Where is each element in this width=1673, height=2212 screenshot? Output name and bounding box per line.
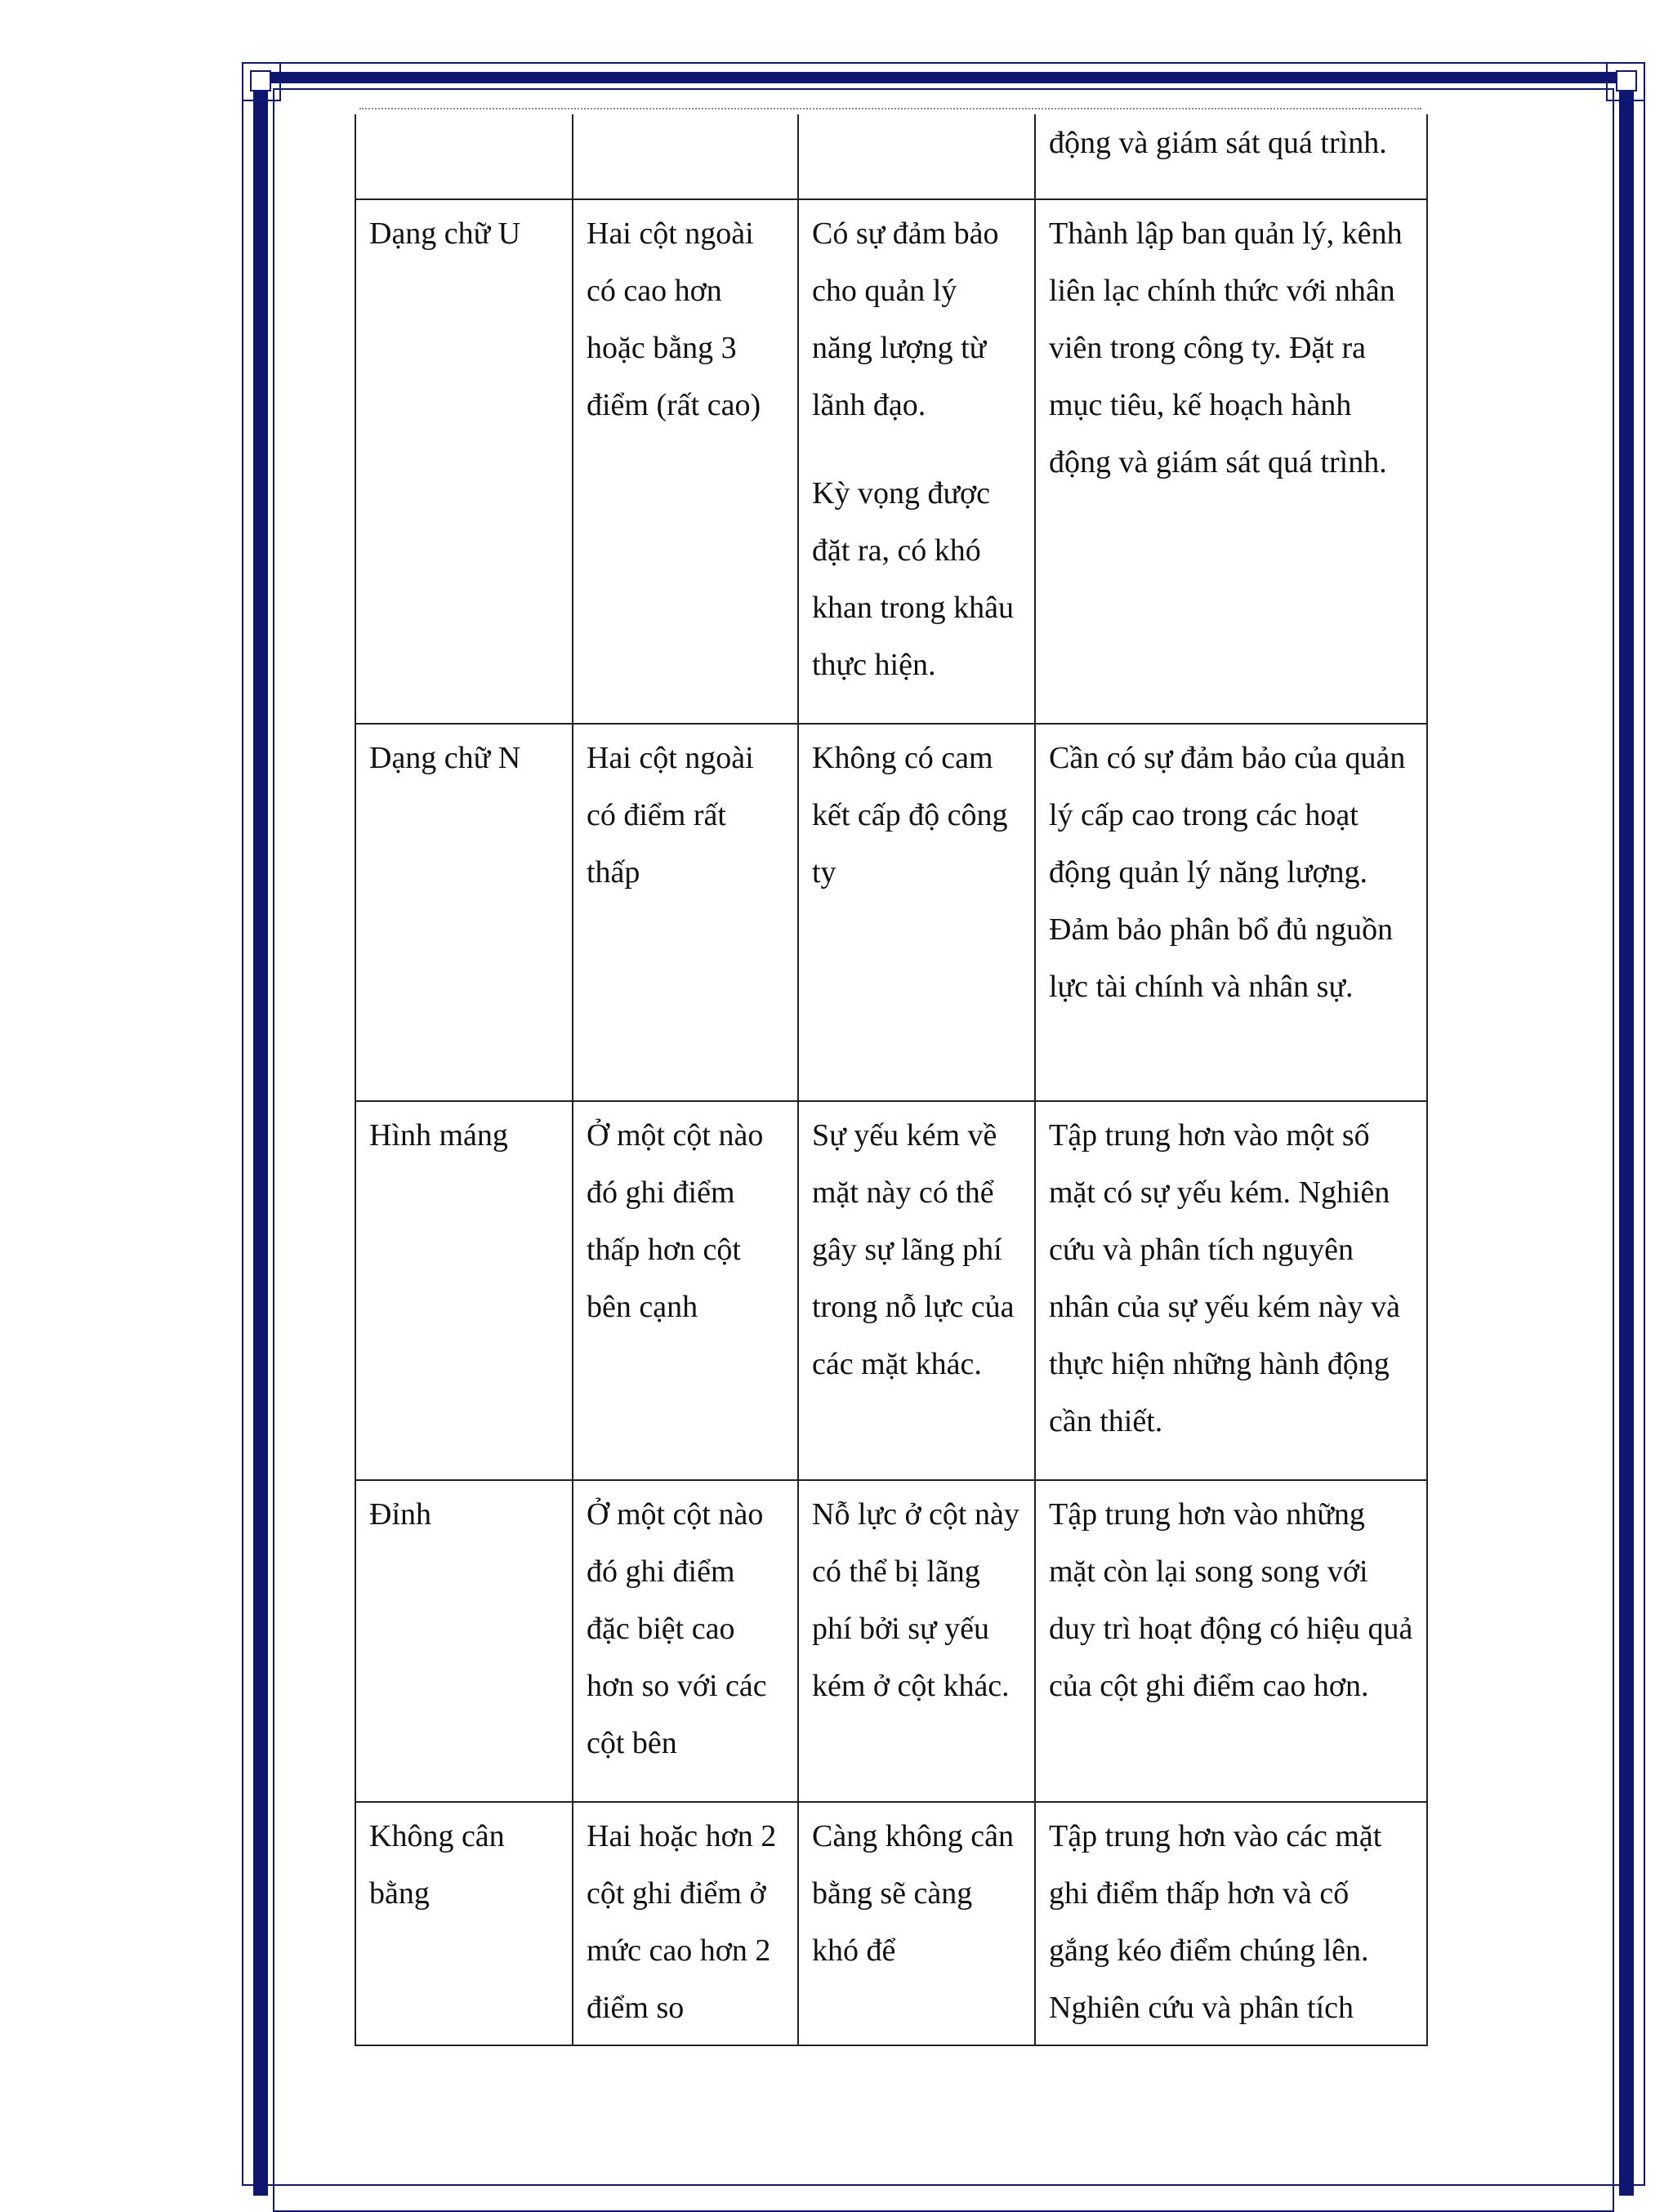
table-cell-shape: Không cân bằng: [355, 1802, 573, 2045]
table-cell-description: Ở một cột nào đó ghi điểm thấp hơn cột bên cạnh: [573, 1101, 798, 1480]
border-corner-inner-top-left: [250, 70, 271, 91]
table-cell-paragraph: Kỳ vọng được đặt ra, có khó khan trong khâu thực hiện.: [812, 476, 1014, 682]
top-dotted-rule: [359, 108, 1421, 113]
analysis-table: [355, 114, 1428, 2046]
table-cell-paragraph: Có sự đảm bảo cho quản lý năng lượng từ lãnh đạo.: [812, 216, 999, 422]
table-cell: [573, 114, 798, 199]
table-cell-description: Ở một cột nào đó ghi điểm đặc biệt cao hơn so với các cột bên: [573, 1480, 798, 1802]
table-cell-shape: Đỉnh: [355, 1480, 573, 1802]
table-row-continued: [355, 114, 1427, 199]
table-cell-action: Tập trung hơn vào các mặt ghi điểm thấp hơn và cố gắng kéo điểm chúng lên. Nghiên cứu và phân tích: [1035, 1802, 1427, 2045]
table-cell-action: Tập trung hơn vào những mặt còn lại song song với duy trì hoạt động có hiệu quả của cột ghi điểm cao hơn.: [1035, 1480, 1427, 1802]
table-cell-shape: Hình máng: [355, 1101, 573, 1480]
table-row-khong-can-bang: [355, 1802, 1427, 2045]
table-cell-shape: Dạng chữ U: [355, 199, 573, 724]
table-row-hinh-mang: [355, 1101, 1427, 1480]
table-cell-meaning: Càng không cân bằng sẽ càng khó để: [798, 1802, 1035, 2045]
table-cell-description: Hai hoặc hơn 2 cột ghi điểm ở mức cao hơn 2 điểm so: [573, 1802, 798, 2045]
table-cell-shape: Dạng chữ N: [355, 724, 573, 1101]
table-row-dinh: [355, 1480, 1427, 1802]
table-cell-meaning: Không có cam kết cấp độ công ty: [798, 724, 1035, 1101]
table-cell-action: Thành lập ban quản lý, kênh liên lạc chính thức với nhân viên trong công ty. Đặt ra mục tiêu, kế hoạch hành động và giám sát quá trình.: [1035, 199, 1427, 724]
table-row-dang-chu-n: [355, 724, 1427, 1101]
table-cell-action: Cần có sự đảm bảo của quản lý cấp cao trong các hoạt động quản lý năng lượng. Đảm bảo phân bổ đủ nguồn lực tài chính và nhân sự.: [1035, 724, 1427, 1101]
table-row-dang-chu-u: [355, 199, 1427, 724]
table-cell-description: Hai cột ngoài có cao hơn hoặc bằng 3 điểm (rất cao): [573, 199, 798, 724]
table-cell: [798, 114, 1035, 199]
table-cell-description: Hai cột ngoài có điểm rất thấp: [573, 724, 798, 1101]
table-cell-action: Tập trung hơn vào một số mặt có sự yếu kém. Nghiên cứu và phân tích nguyên nhân của sự yếu kém này và thực hiện những hành động cần thiết.: [1035, 1101, 1427, 1480]
border-corner-inner-top-right: [1616, 70, 1637, 91]
table-cell-meaning: Sự yếu kém về mặt này có thể gây sự lãng phí trong nỗ lực của các mặt khác.: [798, 1101, 1035, 1480]
table-cell: [355, 114, 573, 199]
table-cell-meaning: [798, 199, 1035, 724]
table-cell-meaning: Nỗ lực ở cột này có thể bị lãng phí bởi sự yếu kém ở cột khác.: [798, 1480, 1035, 1802]
table-cell: động và giám sát quá trình.: [1035, 114, 1427, 199]
